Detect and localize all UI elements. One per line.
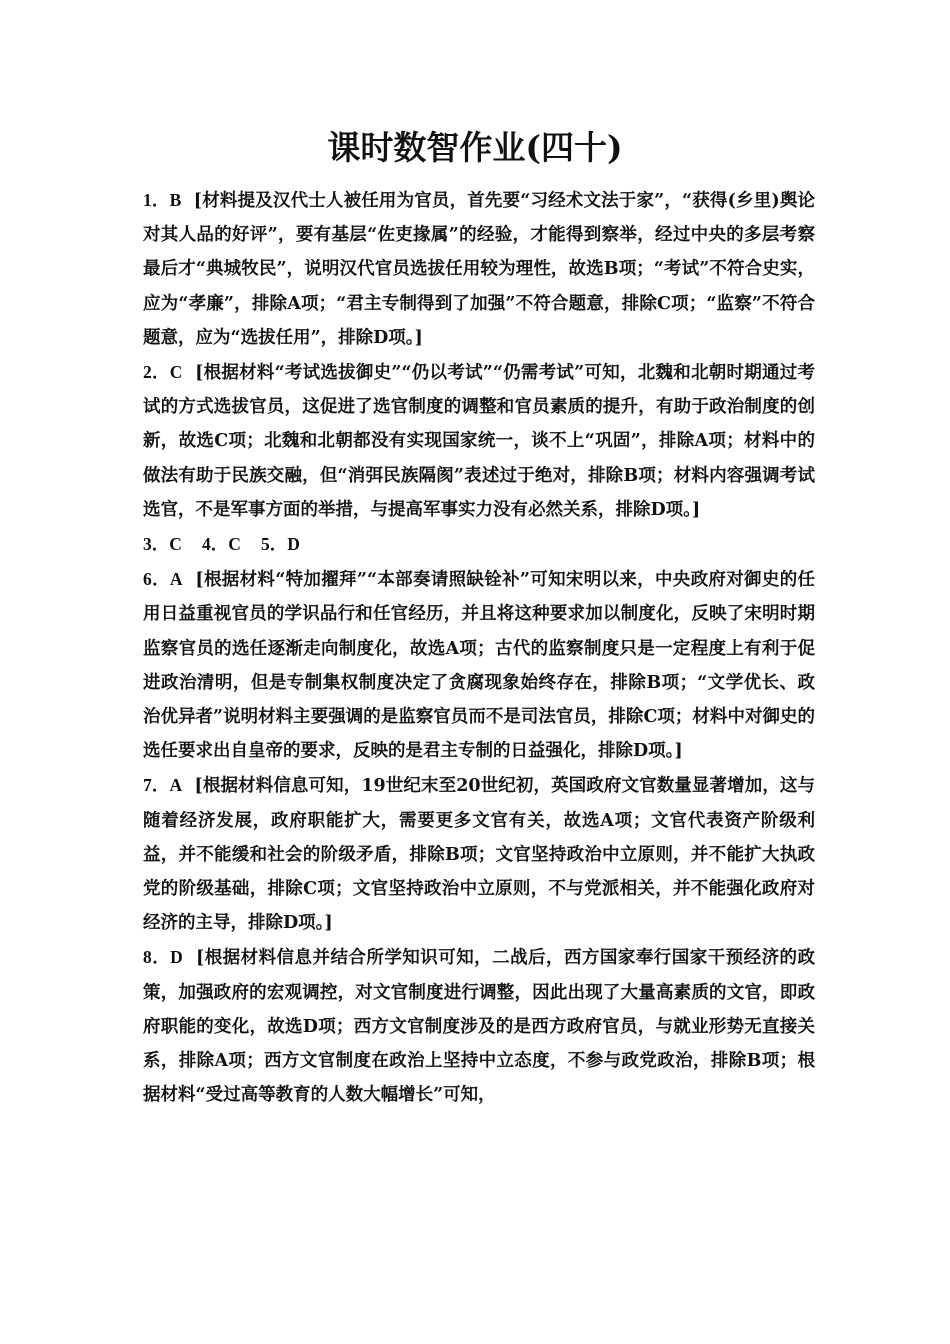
answer-item-7 [143,768,815,940]
answer-item-6 [143,562,815,768]
answer-label: 8．D [143,947,183,968]
answer-label: 2．C [143,362,183,383]
answer-label: 1．B [143,190,182,210]
answer-item-3-5 [143,527,815,562]
answer-label-5: 5．D [260,534,300,555]
answer-list [143,183,815,1112]
page-title: 课时数智作业(四十) [327,128,623,167]
answer-item-2 [143,355,815,527]
answer-item-1 [143,183,815,355]
answer-label-3: 3．C [143,534,182,555]
answer-label: 7．A [143,775,183,796]
answer-label-4: 4．C [201,534,241,555]
answer-text: [根据材料信息可知，19世纪末至20世纪初，英国政府文官数量显著增加，这与随着经济发展，政府职能扩大，需要更多文官有关，故选A项；文官代表资产阶级利益，并不能缓和社会的阶级矛盾，排除B项；文官坚持政治中立原则，并不能扩大执政党的阶级基础，排除C项；文官坚持政治中立原则，不与党派相关，并不能强化政府对经济的主导，排除D项。] [143,776,816,934]
answer-label: 6．A [143,569,183,590]
answer-text: [根据材料信息并结合所学知识可知，二战后，西方国家奉行国家干预经济的政策，加强政府的宏观调控，对文官制度进行调整，因此出现了大量高素质的文官，即政府职能的变化，故选D项；西方文官制度涉及的是西方政府官员，与就业形势无直接关系，排除A项；西方文官制度在政治上坚持中立态度，不参与政党政治，排除B项；根据材料“受过高等教育的人数大幅增长”可知， [143,948,816,1106]
answer-text: [材料提及汉代士人被任用为官员，首先要“习经术文法于家”，“获得(乡里)舆论对其人品的好评”，要有基层“佐吏掾属”的经验，才能得到察举，经过中央的多层考察最后才“典城牧民”，说明汉代官员选拔任用较为理性，故选B项；“考试”不符合史实，应为“孝廉”，排除A项；“君主专制得到了加强”不符合题意，排除C项；“监察”不符合题意，应为“选拔任用”，排除D项。] [143,191,815,348]
answer-item-8 [143,940,815,1112]
answer-text: [根据材料“特加擢拜”“本部奏请照缺铨补”可知宋明以来，中央政府对御史的任用日益重视官员的学识品行和任官经历，并且将这种要求加以制度化，反映了宋明时期监察官员的选任逐渐走向制度化，故选A项；古代的监察制度只是一定程度上有利于促进政治清明，但是专制集权制度决定了贪腐现象始终存在，排除B项；“文学优长、政治优异者”说明材料主要强调的是监察官员而不是司法官员，排除C项；材料中对御史的选任要求出自皇帝的要求，反映的是君主专制的日益强化，排除D项。] [143,570,816,762]
answer-text: [根据材料“考试选拔御史”“仍以考试”“仍需考试”可知，北魏和北朝时期通过考试的方式选拔官员，这促进了选官制度的调整和官员素质的提升，有助于政治制度的创新，故选C项；北魏和北朝都没有实现国家统一，谈不上“巩固”，排除A项；材料中的做法有助于民族交融，但“消弭民族隔阂”表述过于绝对，排除B项；材料内容强调考试选官，不是军事方面的举措，与提高军事实力没有必然关系，排除D项。] [143,363,815,520]
